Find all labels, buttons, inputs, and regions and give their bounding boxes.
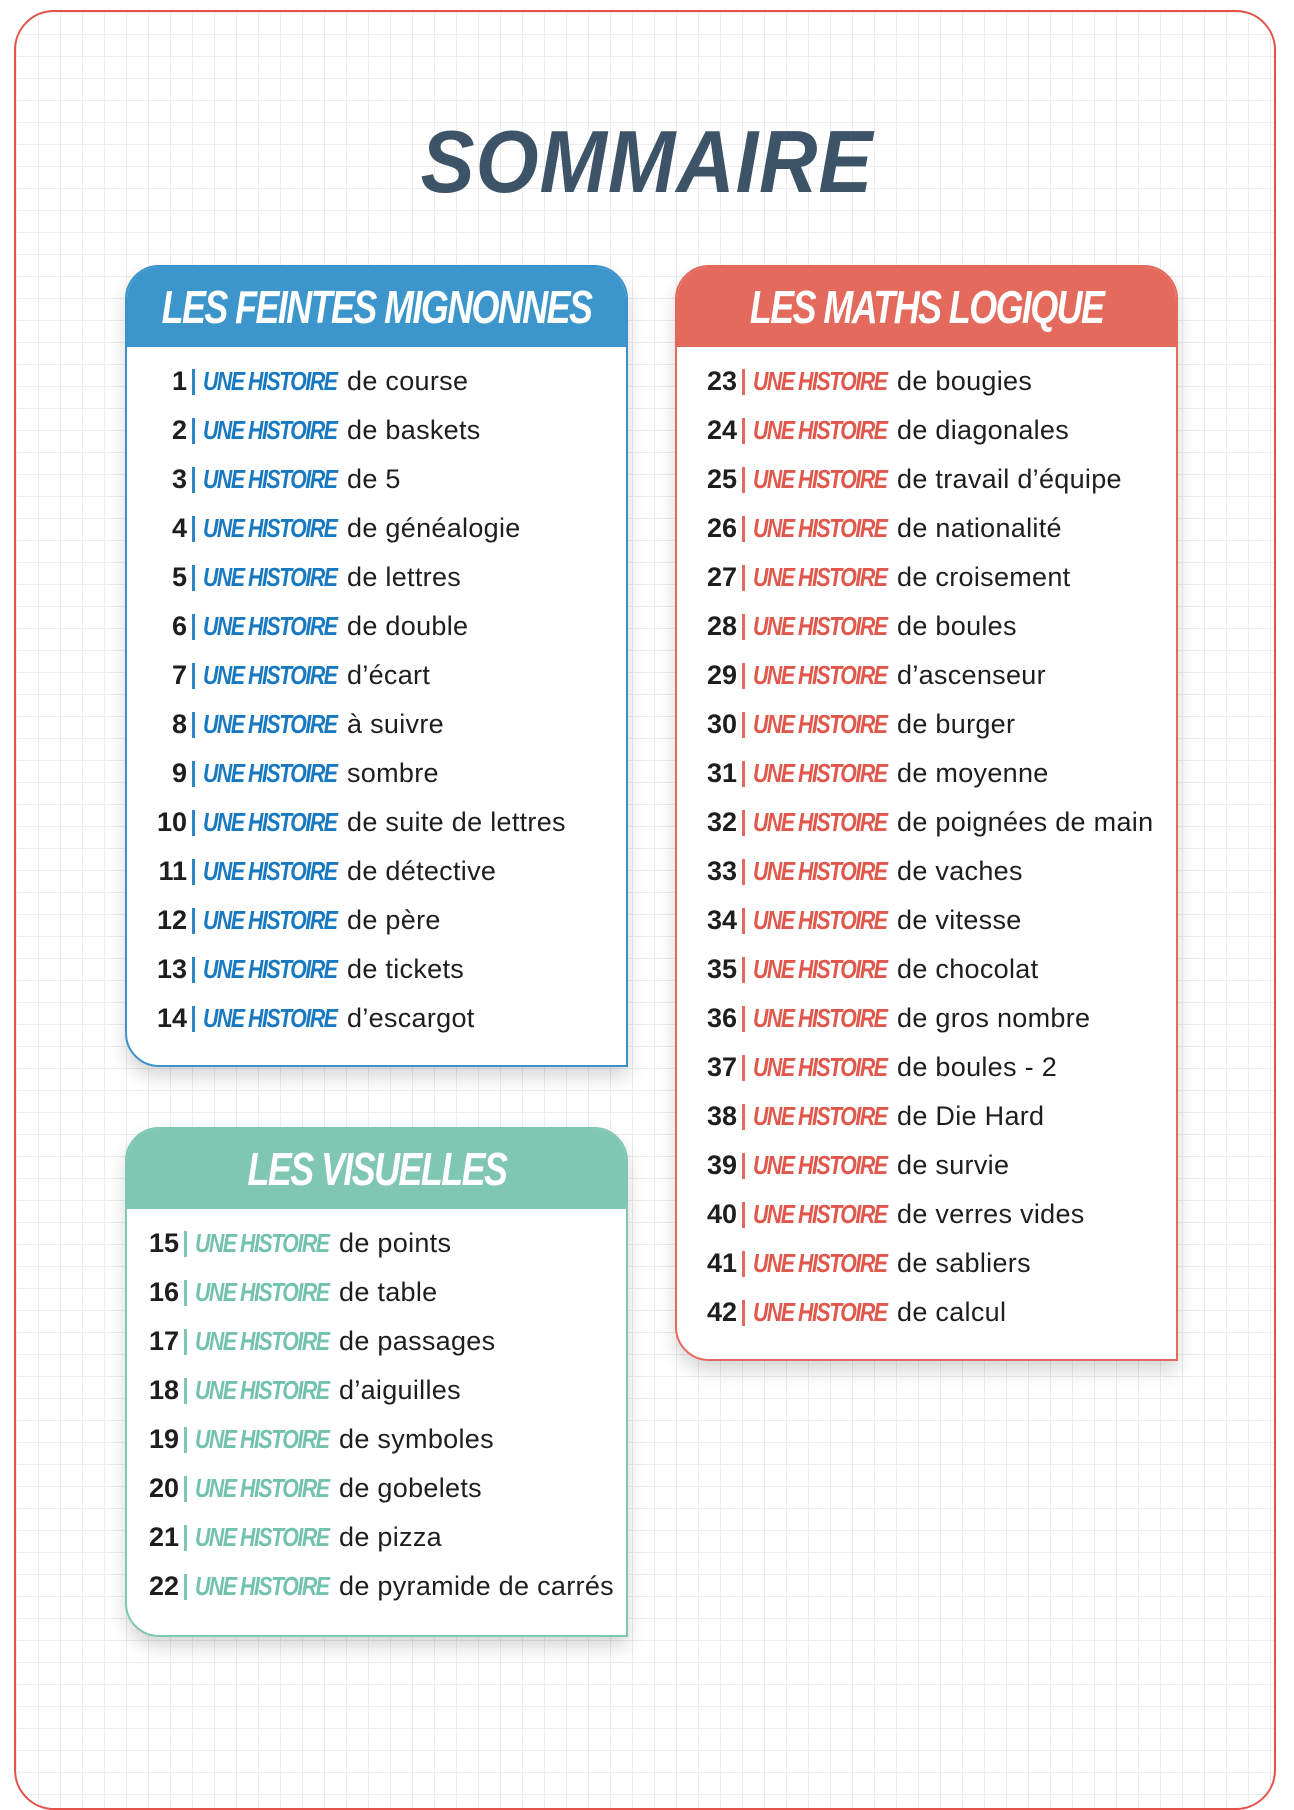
entry-tag: UNE HISTOIRE: [753, 807, 887, 837]
separator-bar: [742, 614, 745, 640]
separator-bar: [742, 1202, 745, 1228]
entry-title: de boules - 2: [897, 1052, 1058, 1082]
entry-title: de lettres: [347, 562, 462, 592]
separator-bar: [184, 1329, 187, 1355]
entry-title: de chocolat: [897, 954, 1039, 984]
section-maths-logique: [675, 265, 1178, 1361]
separator-bar: [192, 810, 195, 836]
section-visuelles: [125, 1127, 628, 1637]
separator-bar: [192, 565, 195, 591]
entry-title: de pizza: [339, 1522, 442, 1552]
toc-entry[interactable]: [129, 504, 624, 553]
entry-title: de croisement: [897, 562, 1071, 592]
entry-tag: UNE HISTOIRE: [753, 1003, 887, 1033]
separator-bar: [184, 1231, 187, 1257]
entry-tag: UNE HISTOIRE: [203, 513, 337, 543]
toc-entry[interactable]: [129, 945, 624, 994]
entry-number: 26: [706, 513, 737, 543]
entry-tag: UNE HISTOIRE: [753, 905, 887, 935]
toc-entry[interactable]: [129, 1366, 624, 1415]
separator-bar: [742, 908, 745, 934]
toc-entry[interactable]: [679, 945, 1174, 994]
section-list: [129, 1209, 624, 1611]
entry-title: sombre: [347, 758, 439, 788]
toc-entry[interactable]: [129, 455, 624, 504]
entry-title: de sabliers: [897, 1248, 1031, 1278]
separator-bar: [184, 1378, 187, 1404]
entry-title: de détective: [347, 856, 497, 886]
entry-number: 5: [171, 562, 187, 592]
entry-title: de pyramide de carrés: [339, 1571, 614, 1601]
entry-tag: UNE HISTOIRE: [753, 1101, 887, 1131]
separator-bar: [742, 1251, 745, 1277]
entry-number: 10: [156, 807, 187, 837]
entry-title: de tickets: [347, 954, 465, 984]
entry-tag: UNE HISTOIRE: [203, 366, 337, 396]
entry-tag: UNE HISTOIRE: [203, 709, 337, 739]
separator-bar: [184, 1427, 187, 1453]
toc-entry[interactable]: [679, 1141, 1174, 1190]
section-header: [677, 267, 1176, 347]
entry-title: de 5: [347, 464, 401, 494]
entry-number: 19: [148, 1424, 179, 1454]
entry-tag: UNE HISTOIRE: [753, 366, 887, 396]
entry-number: 34: [706, 905, 737, 935]
separator-bar: [192, 957, 195, 983]
entry-tag: UNE HISTOIRE: [753, 415, 887, 445]
toc-entry[interactable]: [129, 1415, 624, 1464]
separator-bar: [192, 663, 195, 689]
entry-title: de père: [347, 905, 441, 935]
entry-tag: UNE HISTOIRE: [753, 464, 887, 494]
entry-number: 41: [706, 1248, 737, 1278]
section-title: LES FEINTES MIGNONNES: [161, 281, 592, 333]
toc-entry[interactable]: [679, 406, 1174, 455]
toc-entry[interactable]: [679, 1043, 1174, 1092]
entry-number: 36: [706, 1003, 737, 1033]
section-list: [129, 347, 624, 1043]
entry-title: de vitesse: [897, 905, 1022, 935]
section-feintes-mignonnes: [125, 265, 628, 1067]
entry-title: de symboles: [339, 1424, 494, 1454]
separator-bar: [742, 565, 745, 591]
entry-tag: UNE HISTOIRE: [753, 954, 887, 984]
entry-number: 13: [156, 954, 187, 984]
entry-number: 15: [148, 1228, 179, 1258]
toc-entry[interactable]: [679, 357, 1174, 406]
entry-number: 7: [171, 660, 187, 690]
entry-tag: UNE HISTOIRE: [753, 856, 887, 886]
entry-tag: UNE HISTOIRE: [195, 1424, 329, 1454]
entry-title: de poignées de main: [897, 807, 1154, 837]
entry-number: 3: [171, 464, 187, 494]
separator-bar: [742, 663, 745, 689]
toc-entry[interactable]: [679, 749, 1174, 798]
entry-number: 28: [706, 611, 737, 641]
entry-tag: UNE HISTOIRE: [195, 1522, 329, 1552]
entry-title: de bougies: [897, 366, 1033, 396]
entry-title: de calcul: [897, 1297, 1007, 1327]
entry-tag: UNE HISTOIRE: [203, 954, 337, 984]
toc-entry[interactable]: [129, 1268, 624, 1317]
entry-tag: UNE HISTOIRE: [203, 415, 337, 445]
entry-tag: UNE HISTOIRE: [195, 1326, 329, 1356]
toc-entry[interactable]: [679, 798, 1174, 847]
section-title: LES MATHS LOGIQUE: [749, 281, 1104, 333]
entry-number: 38: [706, 1101, 737, 1131]
entry-title: de Die Hard: [897, 1101, 1045, 1131]
toc-entry[interactable]: [679, 651, 1174, 700]
entry-number: 32: [706, 807, 737, 837]
separator-bar: [742, 1300, 745, 1326]
separator-bar: [742, 467, 745, 493]
toc-entry[interactable]: [129, 406, 624, 455]
entry-title: d’escargot: [347, 1003, 475, 1033]
separator-bar: [742, 1104, 745, 1130]
entry-tag: UNE HISTOIRE: [203, 905, 337, 935]
separator-bar: [192, 516, 195, 542]
entry-tag: UNE HISTOIRE: [753, 1297, 887, 1327]
entry-tag: UNE HISTOIRE: [203, 856, 337, 886]
entry-tag: UNE HISTOIRE: [753, 709, 887, 739]
entry-tag: UNE HISTOIRE: [195, 1571, 329, 1601]
entry-tag: UNE HISTOIRE: [203, 660, 337, 690]
toc-entry[interactable]: [129, 553, 624, 602]
entry-number: 37: [706, 1052, 737, 1082]
separator-bar: [742, 369, 745, 395]
page-title: SOMMAIRE: [420, 112, 874, 211]
entry-tag: UNE HISTOIRE: [195, 1277, 329, 1307]
toc-entry[interactable]: [679, 1239, 1174, 1288]
entry-number: 9: [171, 758, 187, 788]
entry-number: 30: [706, 709, 737, 739]
separator-bar: [742, 761, 745, 787]
entry-number: 23: [706, 366, 737, 396]
toc-entry[interactable]: [129, 1513, 624, 1562]
toc-entry[interactable]: [679, 994, 1174, 1043]
entry-tag: UNE HISTOIRE: [753, 660, 887, 690]
entry-tag: UNE HISTOIRE: [753, 1199, 887, 1229]
entry-title: de course: [347, 366, 469, 396]
separator-bar: [742, 516, 745, 542]
entry-tag: UNE HISTOIRE: [753, 1052, 887, 1082]
separator-bar: [192, 369, 195, 395]
entry-title: d’écart: [347, 660, 431, 690]
toc-entry[interactable]: [679, 1092, 1174, 1141]
toc-entry[interactable]: [129, 994, 624, 1043]
entry-number: 24: [706, 415, 737, 445]
separator-bar: [184, 1280, 187, 1306]
entry-title: de passages: [339, 1326, 496, 1356]
toc-entry[interactable]: [129, 1464, 624, 1513]
entry-tag: UNE HISTOIRE: [753, 1248, 887, 1278]
toc-entry[interactable]: [679, 896, 1174, 945]
toc-entry[interactable]: [679, 847, 1174, 896]
separator-bar: [184, 1574, 187, 1600]
toc-entry[interactable]: [129, 798, 624, 847]
separator-bar: [192, 614, 195, 640]
toc-entry[interactable]: [679, 504, 1174, 553]
entry-number: 11: [158, 856, 187, 886]
separator-bar: [192, 712, 195, 738]
entry-title: de baskets: [347, 415, 481, 445]
entry-title: d’ascenseur: [897, 660, 1046, 690]
separator-bar: [742, 418, 745, 444]
section-header: [127, 1129, 626, 1209]
entry-number: 2: [171, 415, 187, 445]
entry-tag: UNE HISTOIRE: [753, 1150, 887, 1180]
toc-entry[interactable]: [129, 1219, 624, 1268]
entry-tag: UNE HISTOIRE: [195, 1228, 329, 1258]
entry-number: 12: [156, 905, 187, 935]
separator-bar: [742, 1153, 745, 1179]
entry-number: 16: [148, 1277, 179, 1307]
toc-entry[interactable]: [129, 749, 624, 798]
entry-number: 35: [706, 954, 737, 984]
separator-bar: [192, 859, 195, 885]
entry-number: 42: [706, 1297, 737, 1327]
toc-entry[interactable]: [129, 1562, 624, 1611]
entry-title: à suivre: [347, 709, 444, 739]
entry-number: 6: [171, 611, 187, 641]
entry-tag: UNE HISTOIRE: [753, 513, 887, 543]
separator-bar: [192, 761, 195, 787]
separator-bar: [192, 467, 195, 493]
entry-title: de moyenne: [897, 758, 1049, 788]
toc-entry[interactable]: [679, 700, 1174, 749]
section-header: [127, 267, 626, 347]
entry-tag: UNE HISTOIRE: [203, 1003, 337, 1033]
entry-title: de gobelets: [339, 1473, 482, 1503]
separator-bar: [742, 1006, 745, 1032]
entry-number: 40: [706, 1199, 737, 1229]
entry-tag: UNE HISTOIRE: [195, 1375, 329, 1405]
entry-title: de suite de lettres: [347, 807, 566, 837]
separator-bar: [192, 908, 195, 934]
entry-number: 27: [706, 562, 737, 592]
entry-title: de généalogie: [347, 513, 521, 543]
entry-number: 22: [148, 1571, 179, 1601]
entry-tag: UNE HISTOIRE: [203, 611, 337, 641]
entry-number: 31: [706, 758, 737, 788]
entry-title: de boules: [897, 611, 1017, 641]
entry-tag: UNE HISTOIRE: [203, 562, 337, 592]
entry-title: de burger: [897, 709, 1016, 739]
entry-number: 33: [706, 856, 737, 886]
entry-tag: UNE HISTOIRE: [753, 562, 887, 592]
entry-title: de points: [339, 1228, 452, 1258]
toc-entry[interactable]: [129, 357, 624, 406]
entry-title: de gros nombre: [897, 1003, 1091, 1033]
separator-bar: [742, 1055, 745, 1081]
entry-title: de double: [347, 611, 469, 641]
entry-number: 8: [171, 709, 187, 739]
entry-number: 20: [148, 1473, 179, 1503]
toc-entry[interactable]: [129, 700, 624, 749]
separator-bar: [742, 859, 745, 885]
entry-number: 39: [706, 1150, 737, 1180]
entry-title: de travail d’équipe: [897, 464, 1122, 494]
entry-number: 25: [706, 464, 737, 494]
toc-entry[interactable]: [129, 602, 624, 651]
entry-title: de table: [339, 1277, 438, 1307]
entry-title: de survie: [897, 1150, 1010, 1180]
entry-title: d’aiguilles: [339, 1375, 461, 1405]
entry-number: 4: [171, 513, 187, 543]
toc-entry[interactable]: [679, 553, 1174, 602]
entry-tag: UNE HISTOIRE: [753, 758, 887, 788]
entry-tag: UNE HISTOIRE: [753, 611, 887, 641]
separator-bar: [192, 418, 195, 444]
toc-entry[interactable]: [679, 1190, 1174, 1239]
section-list: [679, 347, 1174, 1337]
entry-tag: UNE HISTOIRE: [203, 464, 337, 494]
toc-entry[interactable]: [129, 847, 624, 896]
entry-number: 29: [706, 660, 737, 690]
toc-entry[interactable]: [679, 455, 1174, 504]
separator-bar: [184, 1476, 187, 1502]
entry-number: 17: [148, 1326, 179, 1356]
entry-number: 14: [156, 1003, 187, 1033]
separator-bar: [192, 1006, 195, 1032]
toc-entry[interactable]: [679, 602, 1174, 651]
entry-tag: UNE HISTOIRE: [203, 758, 337, 788]
entry-tag: UNE HISTOIRE: [195, 1473, 329, 1503]
separator-bar: [184, 1525, 187, 1551]
entry-title: de verres vides: [897, 1199, 1085, 1229]
entry-title: de diagonales: [897, 415, 1070, 445]
entry-title: de vaches: [897, 856, 1023, 886]
separator-bar: [742, 810, 745, 836]
separator-bar: [742, 712, 745, 738]
separator-bar: [742, 957, 745, 983]
entry-number: 18: [148, 1375, 179, 1405]
toc-entry[interactable]: [129, 651, 624, 700]
entry-title: de nationalité: [897, 513, 1062, 543]
toc-entry[interactable]: [129, 1317, 624, 1366]
entry-tag: UNE HISTOIRE: [203, 807, 337, 837]
section-title: LES VISUELLES: [247, 1143, 506, 1195]
toc-entry[interactable]: [679, 1288, 1174, 1337]
entry-number: 1: [171, 366, 187, 396]
entry-number: 21: [148, 1522, 179, 1552]
toc-entry[interactable]: [129, 896, 624, 945]
